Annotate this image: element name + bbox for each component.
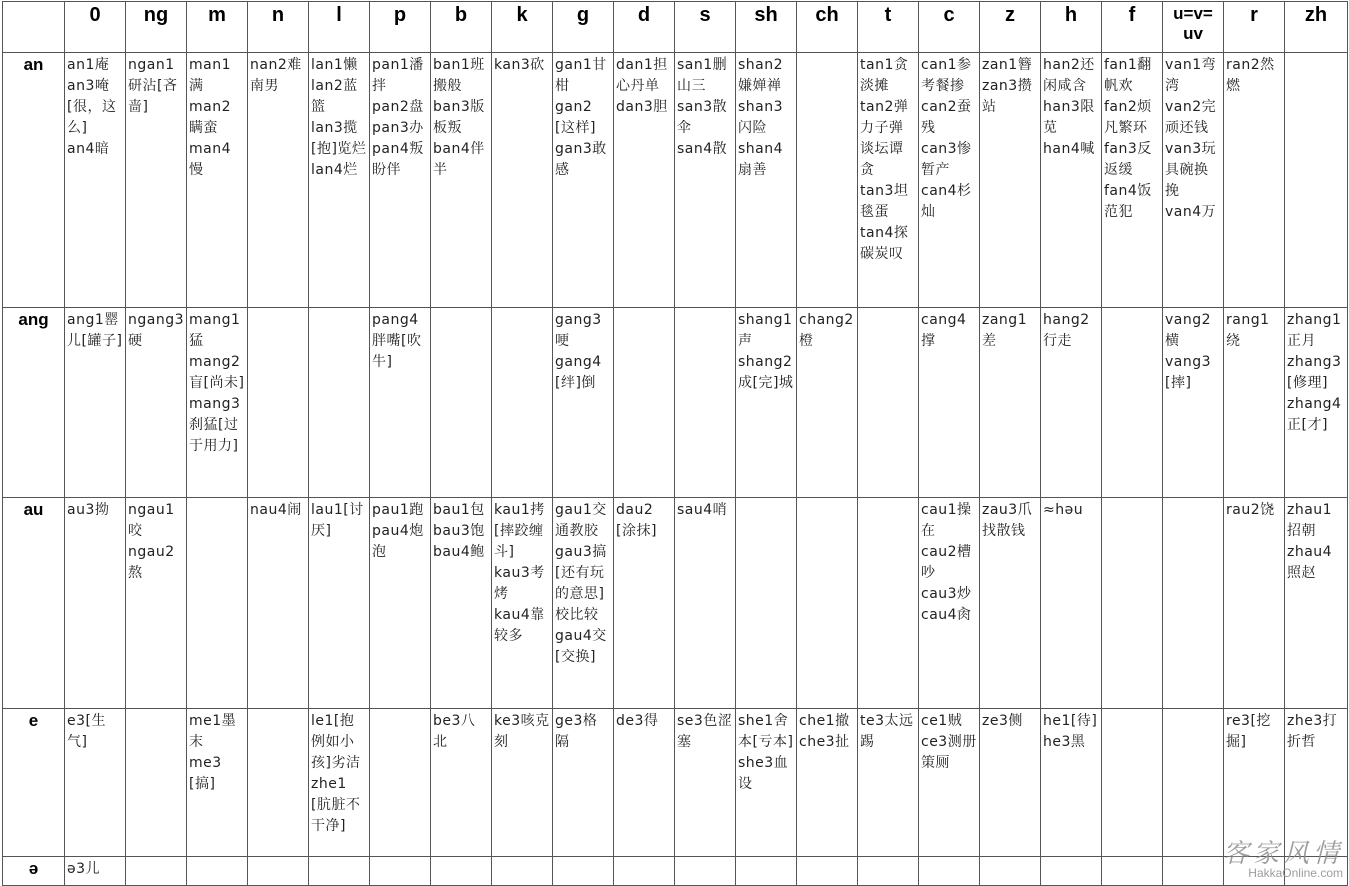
column-header: ng — [126, 2, 187, 53]
syllable-cell — [1102, 857, 1163, 886]
syllable-cell: gau1交通教胶 gau3搞[还有玩的意思]校比较 gau4交[交换] — [553, 498, 614, 709]
syllable-cell: gang3哽 gang4[绊]倒 — [553, 308, 614, 498]
syllable-cell — [248, 857, 309, 886]
column-header: c — [919, 2, 980, 53]
syllable-cell: can1参考餐掺 can2蚕残 can3惨暂产 can4杉灿 — [919, 53, 980, 308]
table-row — [3, 308, 1348, 498]
syllable-cell — [736, 857, 797, 886]
syllable-cell: zhang1正月 zhang3[修理] zhang4正[才] — [1285, 308, 1348, 498]
syllable-cell — [431, 857, 492, 886]
syllable-cell — [980, 857, 1041, 886]
syllable-cell: ngang3硬 — [126, 308, 187, 498]
syllable-cell — [858, 857, 919, 886]
column-header: f — [1102, 2, 1163, 53]
syllable-cell — [797, 53, 858, 308]
syllable-cell — [1102, 709, 1163, 857]
column-header: b — [431, 2, 492, 53]
row-header: e — [3, 709, 65, 857]
syllable-cell: han2还闲咸含 han3限苋 han4喊 — [1041, 53, 1102, 308]
syllable-cell — [187, 498, 248, 709]
syllable-cell: cang4撑 — [919, 308, 980, 498]
syllable-cell: zau3爪找散钱 — [980, 498, 1041, 709]
syllable-cell: hang2行走 — [1041, 308, 1102, 498]
column-header: p — [370, 2, 431, 53]
syllable-cell: sau4哨 — [675, 498, 736, 709]
syllable-cell: pau1跑 pau4炮泡 — [370, 498, 431, 709]
syllable-cell — [614, 857, 675, 886]
syllable-cell: an1庵 an3唵[很，这么] an4暗 — [65, 53, 126, 308]
column-header: d — [614, 2, 675, 53]
corner-cell — [3, 2, 65, 53]
row-header: an — [3, 53, 65, 308]
syllable-cell: nan2难南男 — [248, 53, 309, 308]
syllable-cell — [187, 857, 248, 886]
column-header: u=v= uv — [1163, 2, 1224, 53]
syllable-cell — [309, 857, 370, 886]
syllable-cell: dau2[涂抹] — [614, 498, 675, 709]
syllable-cell — [492, 308, 553, 498]
syllable-cell: pan1潘拌 pan2盘 pan3办 pan4叛盼伴 — [370, 53, 431, 308]
column-header: sh — [736, 2, 797, 53]
syllable-cell — [1163, 709, 1224, 857]
syllable-cell: tan1贪淡摊 tan2弹力子弹谈坛谭贪 tan3坦毯蛋 tan4探碳炭叹 — [858, 53, 919, 308]
syllable-cell: ngau1咬 ngau2熬 — [126, 498, 187, 709]
syllable-cell: ≈həu — [1041, 498, 1102, 709]
watermark — [1223, 833, 1343, 880]
syllable-cell: au3拗 — [65, 498, 126, 709]
syllable-cell: vang2横 vang3[摔] — [1163, 308, 1224, 498]
table-row — [3, 709, 1348, 857]
syllable-cell — [126, 709, 187, 857]
column-header: l — [309, 2, 370, 53]
table-row — [3, 498, 1348, 709]
syllable-cell: ran2然燃 — [1224, 53, 1285, 308]
row-header: ə — [3, 857, 65, 886]
table-row — [3, 857, 1348, 886]
column-header: zh — [1285, 2, 1348, 53]
syllable-cell — [370, 709, 431, 857]
syllable-cell — [1163, 857, 1224, 886]
syllable-cell: bau1包 bau3饱 bau4鲍 — [431, 498, 492, 709]
syllable-cell: rau2饶 — [1224, 498, 1285, 709]
syllable-cell — [675, 857, 736, 886]
column-header: r — [1224, 2, 1285, 53]
syllable-cell: gan1甘柑 gan2[这样] gan3敢感 — [553, 53, 614, 308]
syllable-cell: ce1贼 ce3测册策厕 — [919, 709, 980, 857]
syllable-cell: kau1拷[摔跤缠斗] kau3考烤 kau4靠较多 — [492, 498, 553, 709]
syllable-cell: cau1操在 cau2槽吵 cau3炒 cau4肏 — [919, 498, 980, 709]
syllable-cell: e3[生气] — [65, 709, 126, 857]
syllable-cell: nau4闹 — [248, 498, 309, 709]
column-header: h — [1041, 2, 1102, 53]
syllable-cell: zang1差 — [980, 308, 1041, 498]
syllable-cell: mang1猛 mang2盲[尚未] mang3刹猛[过于用力] — [187, 308, 248, 498]
syllable-cell: ngan1研沾[吝啬] — [126, 53, 187, 308]
syllable-cell: te3太远踢 — [858, 709, 919, 857]
watermark-english: HakkaOnline.com — [1248, 866, 1343, 880]
syllable-cell — [858, 308, 919, 498]
syllable-table — [2, 1, 1348, 886]
syllable-cell: ang1罂儿[罐子] — [65, 308, 126, 498]
syllable-cell — [248, 709, 309, 857]
column-header: s — [675, 2, 736, 53]
column-header: ch — [797, 2, 858, 53]
syllable-cell: zhau1招朝 zhau4照赵 — [1285, 498, 1348, 709]
syllable-cell — [919, 857, 980, 886]
syllable-cell: de3得 — [614, 709, 675, 857]
syllable-cell — [1285, 53, 1348, 308]
syllable-cell — [309, 308, 370, 498]
syllable-cell: van1弯湾 van2完顽还钱 van3玩具碗换挽 van4万 — [1163, 53, 1224, 308]
column-header: g — [553, 2, 614, 53]
syllable-cell: ban1班搬般 ban3版板叛 ban4伴半 — [431, 53, 492, 308]
syllable-cell — [1041, 857, 1102, 886]
syllable-cell: lau1[讨厌] — [309, 498, 370, 709]
syllable-cell — [797, 498, 858, 709]
syllable-cell: ge3格隔 — [553, 709, 614, 857]
syllable-cell — [492, 857, 553, 886]
syllable-cell: he1[待] he3黑 — [1041, 709, 1102, 857]
syllable-cell: me1墨末 me3[搞] — [187, 709, 248, 857]
watermark-chinese: 客家风情 — [1222, 839, 1343, 869]
syllable-cell: pang4胖嘴[吹牛] — [370, 308, 431, 498]
syllable-cell — [431, 308, 492, 498]
syllable-cell: zan1簪 zan3攒站 — [980, 53, 1041, 308]
syllable-cell — [736, 498, 797, 709]
syllable-cell — [1163, 498, 1224, 709]
column-header: n — [248, 2, 309, 53]
column-header: t — [858, 2, 919, 53]
syllable-cell: san1删山三 san3散伞 san4散 — [675, 53, 736, 308]
syllable-cell — [370, 857, 431, 886]
column-header: z — [980, 2, 1041, 53]
syllable-cell — [1102, 498, 1163, 709]
column-header: k — [492, 2, 553, 53]
syllable-cell — [126, 857, 187, 886]
syllable-cell: se3色涩塞 — [675, 709, 736, 857]
syllable-cell: fan1翻帆欢 fan2烦凡繁环 fan3反返缓 fan4饭范犯 — [1102, 53, 1163, 308]
syllable-cell: che1撤 che3扯 — [797, 709, 858, 857]
table-row — [3, 53, 1348, 308]
syllable-cell — [553, 857, 614, 886]
syllable-cell: chang2橙 — [797, 308, 858, 498]
syllable-cell: man1满 man2瞒蛮 man4慢 — [187, 53, 248, 308]
syllable-cell — [858, 498, 919, 709]
row-header: ang — [3, 308, 65, 498]
syllable-cell: be3八北 — [431, 709, 492, 857]
syllable-cell — [248, 308, 309, 498]
syllable-cell: zhe3打折哲 — [1285, 709, 1348, 857]
syllable-cell — [675, 308, 736, 498]
syllable-cell: ze3侧 — [980, 709, 1041, 857]
syllable-cell: kan3砍 — [492, 53, 553, 308]
syllable-cell: she1舍本[亏本] she3血设 — [736, 709, 797, 857]
row-header: au — [3, 498, 65, 709]
syllable-cell: rang1绕 — [1224, 308, 1285, 498]
syllable-cell: dan1担心丹单 dan3胆 — [614, 53, 675, 308]
syllable-cell: lan1懒 lan2蓝篮 lan3揽[抱]览烂 lan4烂 — [309, 53, 370, 308]
syllable-cell: shan2嫌婵禅 shan3闪险 shan4扇善 — [736, 53, 797, 308]
syllable-cell — [797, 857, 858, 886]
syllable-cell: shang1声 shang2成[完]城 — [736, 308, 797, 498]
column-header: m — [187, 2, 248, 53]
syllable-cell: ke3咳克刻 — [492, 709, 553, 857]
syllable-cell: ə3儿 — [65, 857, 126, 886]
syllable-cell — [614, 308, 675, 498]
syllable-cell: re3[挖掘] — [1224, 709, 1285, 857]
header-row — [3, 2, 1348, 53]
column-header: 0 — [65, 2, 126, 53]
syllable-cell — [1102, 308, 1163, 498]
syllable-cell: le1[抱例如小孩]劣洁 zhe1[肮脏不干净] — [309, 709, 370, 857]
